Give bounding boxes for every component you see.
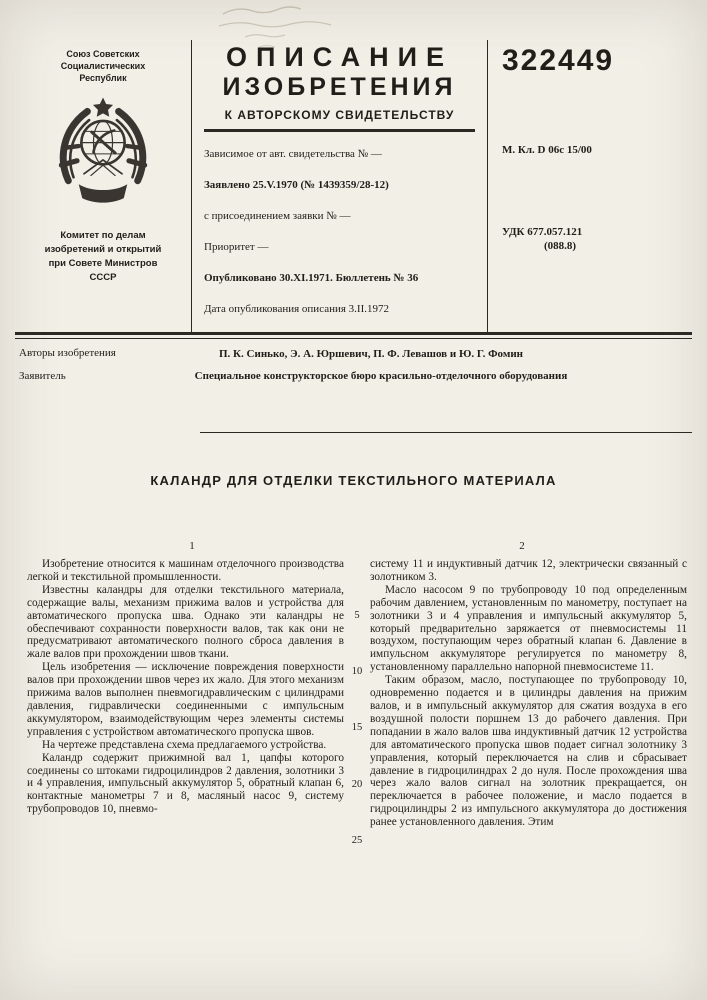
ussr-state-emblem-icon [51, 94, 155, 217]
udk-code: УДК 677.057.121 [502, 226, 583, 238]
applicant-label: Заявитель [19, 369, 66, 382]
invention-title: КАЛАНДР ДЛЯ ОТДЕЛКИ ТЕКСТИЛЬНОГО МАТЕРИАЛА [150, 473, 557, 488]
column-numbers [27, 540, 687, 552]
priority-line: Приоритет — [204, 241, 269, 253]
document-title-line1: ОПИСАНИЕ [225, 42, 454, 72]
joined-application-line: с присоединением заявки № — [204, 210, 351, 222]
bibliographic-block [204, 148, 475, 315]
header-right-column [488, 40, 692, 332]
header [15, 40, 692, 332]
union-label: Союз Советских Социалистических Республик [60, 49, 146, 84]
paragraph: систему 11 и индуктивный датчик 12, электрически связанный с золотником 3. [370, 558, 687, 583]
article-body [27, 540, 687, 846]
publication-line: Опубликовано 30.XI.1971. Бюллетень № 36 [204, 272, 419, 284]
credits-divider [200, 432, 692, 433]
header-left-column [15, 40, 192, 332]
paragraph: Таким образом, масло, поступающее по трубопроводу 10, одновременно подается и в цилиндры давления на прижим валов, и в импульсный аккумулятор для сжатия воздуха в его воздушной полости поршнем 13 до рабочего давления. При попадании в жало валов шва индуктивный датчик 12 устройства для автоматического пропуска швов подает сигнал золотнику 3 управления, который переключается на слив и сбрасывает давление в гидроцилиндрах 2 до нуля. После прохождения шва через жало валов сигнал на золотник прекращается, он переключается в рабочее положение, и масло подается в гидроцилиндры 2 из импульсного аккумулятора до достижения ранее установленного давления. Этим [370, 674, 687, 829]
body-column-1 [27, 558, 344, 829]
description-publication-date-line: Дата опубликования описания 3.II.1972 [204, 303, 389, 315]
paragraph: На чертеже представлена схема предлагаемого устройства. [42, 738, 327, 751]
authors-names: П. К. Синько, Э. А. Юршевич, П. Ф. Левашов и Ю. Г. Фомин [219, 348, 524, 360]
column-number-2: 2 [519, 540, 525, 552]
header-middle-column [192, 40, 488, 332]
paragraph: Масло насосом 9 по трубопроводу 10 под определенным рабочим давлением, установленным по манометру, поступает на золотники 3 и 4 управления и импульсный аккумулятор 5, который предварительно заряжается от пневмосистемы 11 воздухом, поступающим через обратный клапан 6. Давление в импульсном аккумуляторе регулируется по манометру 8, установленному параллельно напорной пневмосистеме 11. [370, 583, 687, 674]
body-column-2 [370, 558, 687, 829]
paragraph: Цель изобретения — исключение повреждения поверхности валов при прохождении швов через их жало. Для этого механизм прижима валов выполнен пневмогидравлическим с цилиндрами давления, гидравлически соединенными с импульсным аккумулятором, взаимодействующим через элементы системы управления с устройством автоматического пропуска швов. [27, 661, 344, 738]
authors-label: Авторы изобретения [19, 347, 116, 360]
paragraph: Изобретение относится к машинам отделочного производства легкой и текстильной промышленности. [27, 558, 344, 583]
document-title-line2: ИЗОБРЕТЕНИЯ [222, 73, 457, 101]
line-marker-10: 10 [351, 666, 363, 677]
line-marker-5: 5 [354, 610, 360, 621]
line-marker-25: 25 [351, 835, 363, 846]
ipc-class-code: М. Кл. D 06c 15/00 [502, 144, 592, 156]
patent-number: 322449 [502, 44, 615, 77]
paragraph: Известны каландры для отделки текстильного материала, содержащие валы, механизм прижима валов и устройства для автоматического пропуска шва. Однако эти каландры не обеспечивают сохранности поверхности валов, так как они не предусматривают автоматического полного сброса давления в жале валов при прохождении швов ткани. [27, 583, 344, 661]
applicant-row [15, 369, 692, 383]
credits-section [15, 347, 692, 392]
committee-label: Комитет по делам изобретений и открытий при Совете Министров СССР [44, 230, 162, 283]
line-marker-20: 20 [351, 779, 363, 790]
header-divider [15, 332, 692, 339]
line-marker-15: 15 [351, 722, 363, 733]
document-subtitle: К АВТОРСКОМУ СВИДЕТЕЛЬСТВУ [204, 108, 475, 132]
column-number-1: 1 [189, 540, 195, 552]
applicant-name: Специальное конструкторское бюро красильно-отделочного оборудования [194, 370, 568, 383]
paragraph: Каландр содержит прижимной вал 1, цапфы которого соединены со штоками гидроцилиндров 2 давления, золотники 3 и 4 управления, импульсный аккумулятор 5, обратный клапан 6, контактные манометры 7 и 8, масляный насос 9, систему трубопроводов 10, пневмо- [27, 751, 344, 816]
dependent-certificate-line: Зависимое от авт. свидетельства № — [204, 148, 382, 160]
authors-row [15, 347, 692, 361]
filing-date-line: Заявлено 25.V.1970 (№ 1439359/28-12) [204, 179, 389, 191]
udk-code-secondary: (088.8) [544, 240, 577, 252]
